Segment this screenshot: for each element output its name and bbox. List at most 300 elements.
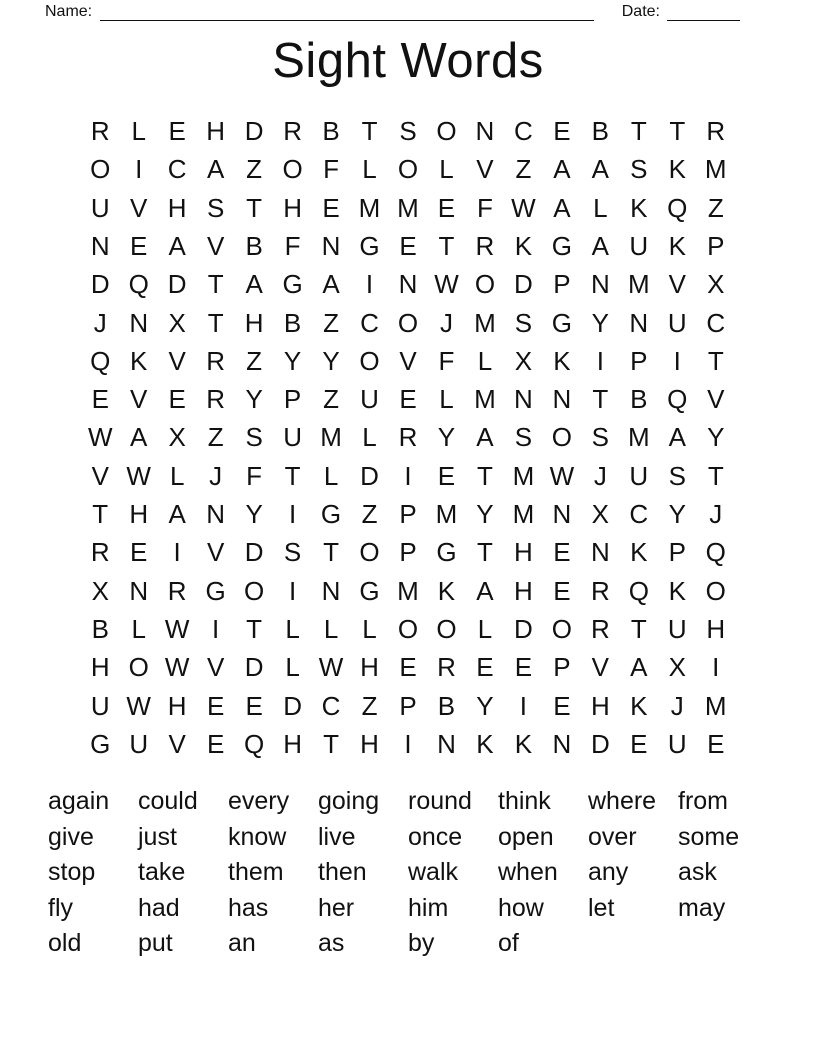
grid-letter-r4-c3: A	[168, 231, 186, 262]
grid-letter-r15-c3: W	[164, 652, 190, 683]
grid-letter-r15-c14: V	[591, 652, 610, 683]
grid-letter-r7-c11: L	[477, 345, 493, 376]
grid-letter-r8-c9: E	[399, 384, 417, 415]
grid-letter-r13-c5: O	[243, 575, 265, 606]
grid-letter-r13-c13: E	[553, 575, 571, 606]
grid-letter-r14-c2: L	[131, 613, 146, 644]
word-item-them: them	[228, 858, 284, 886]
word-item-round: round	[408, 787, 472, 815]
grid-letter-r9-c14: S	[591, 422, 610, 453]
word-item-live: live	[318, 822, 356, 851]
grid-letter-r14-c10: O	[436, 613, 457, 644]
grid-letter-r1-c8: T	[361, 116, 378, 147]
grid-letter-r2-c17: M	[704, 154, 727, 185]
grid-letter-r6-c4: T	[207, 307, 224, 338]
grid-letter-r5-c5: A	[245, 269, 263, 300]
grid-letter-r10-c9: I	[404, 460, 412, 491]
grid-letter-r14-c7: L	[323, 613, 339, 644]
grid-letter-r16-c3: H	[167, 690, 187, 721]
grid-letter-r5-c10: W	[434, 269, 459, 300]
grid-letter-r11-c3: A	[168, 499, 186, 530]
grid-letter-r6-c10: J	[439, 307, 453, 338]
word-item-stop: stop	[48, 858, 96, 886]
word-item-of: of	[498, 929, 519, 957]
grid-letter-r1-c7: B	[322, 116, 340, 147]
grid-letter-r15-c8: H	[360, 652, 379, 683]
grid-letter-r11-c14: X	[591, 499, 610, 530]
grid-letter-r10-c10: E	[437, 460, 456, 491]
grid-letter-r8-c14: T	[592, 384, 609, 415]
grid-letter-r1-c12: C	[514, 116, 533, 147]
grid-letter-r6-c15: N	[629, 307, 649, 338]
grid-letter-r8-c1: E	[91, 384, 109, 415]
word-item-could: could	[138, 787, 198, 815]
grid-letter-r8-c3: E	[168, 384, 186, 415]
grid-letter-r14-c9: O	[397, 613, 419, 644]
grid-letter-r11-c4: N	[206, 499, 226, 530]
grid-letter-r1-c4: H	[206, 116, 226, 147]
grid-letter-r9-c2: A	[130, 422, 148, 453]
grid-letter-r10-c11: T	[476, 460, 493, 491]
grid-letter-r7-c17: T	[707, 345, 724, 376]
grid-letter-r17-c7: T	[323, 728, 339, 759]
grid-letter-r17-c4: E	[206, 728, 225, 759]
grid-letter-r8-c7: Z	[323, 384, 339, 415]
grid-letter-r9-c6: U	[283, 422, 302, 453]
grid-letter-r8-c5: Y	[245, 384, 263, 415]
grid-letter-r16-c15: K	[630, 690, 648, 721]
grid-letter-r9-c16: A	[668, 422, 686, 453]
word-item-how: how	[498, 893, 544, 922]
grid-letter-r8-c16: Q	[667, 384, 688, 415]
grid-letter-r7-c9: V	[399, 345, 417, 376]
word-item-ask: ask	[678, 858, 717, 886]
grid-letter-r12-c4: V	[206, 537, 225, 568]
grid-letter-r13-c1: X	[91, 575, 109, 606]
grid-letter-r3-c16: Q	[667, 192, 688, 223]
word-item-old: old	[48, 929, 82, 957]
grid-letter-r14-c13: O	[551, 613, 572, 644]
word-item-had: had	[138, 893, 180, 922]
grid-letter-r13-c10: K	[437, 575, 456, 606]
grid-letter-r3-c12: W	[511, 192, 536, 223]
grid-letter-r17-c12: K	[514, 728, 533, 759]
grid-letter-r7-c12: X	[514, 345, 533, 376]
word-list	[48, 784, 772, 962]
grid-letter-r6-c16: U	[667, 307, 687, 338]
grid-letter-r14-c12: D	[514, 613, 533, 644]
grid-letter-r7-c3: V	[168, 345, 186, 376]
grid-letter-r11-c17: J	[709, 499, 723, 530]
name-fill-line	[100, 2, 594, 21]
grid-letter-r9-c1: W	[87, 422, 113, 453]
word-item-has: has	[228, 893, 269, 922]
grid-letter-r11-c1: T	[92, 499, 109, 530]
grid-letter-r12-c5: D	[244, 537, 264, 568]
grid-letter-r14-c6: L	[285, 613, 300, 644]
grid-letter-r12-c7: T	[323, 537, 339, 568]
grid-letter-r16-c10: B	[437, 690, 456, 721]
word-item-over: over	[588, 822, 637, 851]
grid-letter-r11-c8: Z	[361, 499, 378, 530]
grid-letter-r16-c14: H	[590, 690, 610, 721]
grid-letter-r6-c7: Z	[323, 307, 339, 338]
grid-letter-r4-c9: E	[399, 231, 417, 262]
grid-letter-r4-c7: N	[321, 231, 341, 262]
grid-letter-r8-c15: B	[630, 384, 648, 415]
word-item-going: going	[318, 787, 380, 815]
grid-letter-r2-c12: Z	[515, 154, 532, 185]
grid-letter-r3-c5: T	[246, 192, 263, 223]
grid-letter-r7-c2: K	[130, 345, 148, 376]
grid-letter-r13-c9: M	[397, 575, 419, 606]
grid-letter-r13-c6: I	[288, 575, 297, 606]
grid-letter-r8-c6: P	[283, 384, 302, 415]
grid-letter-r14-c16: U	[667, 613, 687, 644]
grid-letter-r16-c9: P	[399, 690, 417, 721]
grid-letter-r4-c1: N	[90, 231, 110, 262]
grid-letter-r15-c12: E	[514, 652, 533, 683]
grid-letter-r3-c10: E	[437, 192, 456, 223]
grid-letter-r7-c5: Z	[246, 345, 263, 376]
grid-letter-r2-c3: C	[167, 154, 187, 185]
grid-letter-r10-c16: S	[668, 460, 686, 491]
grid-letter-r6-c12: S	[514, 307, 533, 338]
grid-letter-r14-c17: H	[706, 613, 726, 644]
grid-letter-r2-c10: L	[439, 154, 454, 185]
grid-letter-r8-c12: N	[514, 384, 533, 415]
word-search-grid	[81, 112, 735, 763]
grid-letter-r4-c17: P	[707, 231, 725, 262]
grid-letter-r2-c2: I	[135, 154, 143, 185]
grid-letter-r14-c11: L	[477, 613, 493, 644]
grid-letter-r4-c2: E	[130, 231, 148, 262]
grid-letter-r3-c8: M	[358, 192, 381, 223]
grid-letter-r1-c11: N	[475, 116, 495, 147]
grid-letter-r10-c12: M	[512, 460, 535, 491]
grid-letter-r13-c4: G	[205, 575, 226, 606]
word-item-every: every	[228, 787, 290, 815]
grid-letter-r6-c3: X	[168, 307, 186, 338]
grid-letter-r7-c6: Y	[283, 345, 302, 376]
grid-letter-r7-c15: P	[630, 345, 648, 376]
grid-letter-r1-c9: S	[399, 116, 417, 147]
grid-letter-r2-c14: A	[591, 154, 610, 185]
grid-letter-r8-c10: L	[439, 384, 454, 415]
word-item-take: take	[138, 858, 186, 886]
word-item-may: may	[678, 893, 726, 922]
grid-letter-r15-c6: L	[285, 652, 300, 683]
grid-letter-r2-c11: V	[476, 154, 494, 185]
grid-letter-r4-c5: B	[245, 231, 263, 262]
grid-letter-r16-c8: Z	[361, 690, 378, 721]
grid-letter-r2-c4: A	[206, 154, 225, 185]
grid-letter-r10-c8: D	[360, 460, 379, 491]
grid-letter-r17-c15: E	[630, 728, 648, 759]
grid-letter-r9-c15: M	[627, 422, 650, 453]
word-item-fly: fly	[48, 893, 73, 922]
grid-letter-r15-c15: A	[630, 652, 648, 683]
grid-letter-r1-c13: E	[553, 116, 571, 147]
grid-letter-r2-c1: O	[90, 154, 111, 185]
grid-letter-r16-c4: E	[206, 690, 225, 721]
grid-letter-r17-c11: K	[476, 728, 494, 759]
grid-letter-r2-c16: K	[668, 154, 686, 185]
word-item-from: from	[678, 787, 728, 815]
grid-letter-r4-c16: K	[668, 231, 686, 262]
grid-letter-r12-c9: P	[399, 537, 417, 568]
grid-letter-r1-c15: T	[630, 116, 647, 147]
word-item-open: open	[498, 822, 554, 851]
grid-letter-r9-c5: S	[245, 422, 263, 453]
grid-letter-r12-c15: K	[630, 537, 648, 568]
grid-letter-r5-c13: P	[553, 269, 571, 300]
grid-letter-r2-c7: F	[323, 154, 339, 185]
date-fill-line	[667, 2, 740, 21]
grid-letter-r7-c16: I	[673, 345, 681, 376]
grid-letter-r1-c3: E	[168, 116, 186, 147]
grid-letter-r13-c12: H	[514, 575, 533, 606]
grid-letter-r17-c5: Q	[243, 728, 265, 759]
grid-letter-r10-c4: J	[209, 460, 223, 491]
grid-letter-r4-c6: F	[284, 231, 301, 262]
word-item-then: then	[318, 858, 367, 886]
grid-letter-r16-c2: W	[126, 690, 151, 721]
grid-letter-r10-c15: U	[629, 460, 649, 491]
grid-letter-r8-c17: V	[707, 384, 725, 415]
grid-letter-r3-c14: L	[593, 192, 608, 223]
grid-letter-r5-c11: O	[474, 269, 496, 300]
grid-letter-r5-c4: T	[207, 269, 224, 300]
grid-letter-r2-c8: L	[362, 154, 377, 185]
grid-letter-r14-c5: T	[246, 613, 263, 644]
grid-letter-r7-c1: Q	[90, 345, 111, 376]
grid-letter-r5-c16: V	[668, 269, 686, 300]
grid-letter-r6-c17: C	[706, 307, 726, 338]
grid-letter-r9-c9: R	[398, 422, 418, 453]
word-item-where: where	[588, 787, 657, 815]
grid-letter-r10-c6: T	[284, 460, 301, 491]
grid-letter-r4-c4: V	[206, 231, 225, 262]
grid-letter-r11-c6: I	[288, 499, 297, 530]
grid-letter-r11-c16: Y	[668, 499, 686, 530]
grid-letter-r16-c16: J	[670, 690, 684, 721]
grid-letter-r17-c17: E	[707, 728, 725, 759]
grid-letter-r4-c15: U	[629, 231, 649, 262]
grid-letter-r2-c6: O	[282, 154, 303, 185]
grid-letter-r1-c14: B	[591, 116, 610, 147]
grid-letter-r8-c4: R	[206, 384, 226, 415]
grid-letter-r10-c13: W	[549, 460, 575, 491]
grid-letter-r12-c14: N	[590, 537, 610, 568]
grid-letter-r13-c7: N	[321, 575, 341, 606]
word-item-let: let	[588, 893, 615, 922]
grid-letter-r7-c10: F	[438, 345, 455, 376]
grid-letter-r13-c16: K	[668, 575, 686, 606]
word-item-know: know	[228, 822, 287, 851]
grid-letter-r4-c8: G	[359, 231, 380, 262]
word-item-just: just	[138, 822, 177, 851]
grid-letter-r12-c6: S	[283, 537, 302, 568]
grid-letter-r3-c17: Z	[707, 192, 724, 223]
grid-letter-r13-c3: R	[167, 575, 187, 606]
grid-letter-r17-c6: H	[283, 728, 302, 759]
grid-letter-r9-c8: L	[362, 422, 377, 453]
grid-letter-r1-c6: R	[283, 116, 302, 147]
grid-letter-r14-c1: B	[91, 613, 109, 644]
grid-letter-r10-c17: T	[707, 460, 724, 491]
grid-letter-r3-c11: F	[476, 192, 493, 223]
grid-letter-r10-c14: J	[593, 460, 607, 491]
grid-letter-r1-c17: R	[706, 116, 726, 147]
grid-letter-r10-c2: W	[126, 460, 151, 491]
grid-letter-r5-c9: N	[398, 269, 418, 300]
grid-letter-r11-c10: M	[435, 499, 458, 530]
grid-letter-r1-c5: D	[244, 116, 264, 147]
grid-letter-r14-c14: R	[590, 613, 610, 644]
grid-letter-r3-c3: H	[167, 192, 187, 223]
grid-letter-r15-c13: P	[553, 652, 571, 683]
grid-letter-r13-c2: N	[129, 575, 149, 606]
word-item-put: put	[138, 929, 173, 957]
grid-letter-r3-c13: A	[553, 192, 571, 223]
grid-letter-r11-c7: G	[320, 499, 342, 530]
grid-letter-r15-c7: W	[318, 652, 344, 683]
page-title: Sight Words	[272, 34, 544, 88]
grid-letter-r12-c2: E	[130, 537, 148, 568]
word-item-some: some	[678, 822, 740, 851]
grid-letter-r8-c13: N	[552, 384, 572, 415]
grid-letter-r15-c17: I	[712, 652, 720, 683]
grid-letter-r5-c1: D	[90, 269, 110, 300]
grid-letter-r2-c15: S	[630, 154, 648, 185]
word-item-him: him	[408, 893, 449, 922]
grid-letter-r8-c2: V	[130, 384, 148, 415]
grid-letter-r14-c4: I	[212, 613, 220, 644]
grid-letter-r17-c8: H	[360, 728, 379, 759]
grid-letter-r9-c4: Z	[207, 422, 224, 453]
grid-letter-r11-c13: N	[552, 499, 572, 530]
word-item-her: her	[318, 893, 355, 922]
grid-letter-r1-c2: L	[131, 116, 146, 147]
grid-letter-r9-c3: X	[168, 422, 186, 453]
grid-letter-r6-c14: Y	[591, 307, 610, 338]
grid-letter-r4-c13: G	[551, 231, 572, 262]
grid-letter-r9-c11: A	[476, 422, 494, 453]
grid-letter-r2-c5: Z	[246, 154, 263, 185]
grid-letter-r17-c1: G	[90, 728, 111, 759]
grid-letter-r6-c11: M	[474, 307, 496, 338]
grid-letter-r15-c16: X	[668, 652, 686, 683]
grid-letter-r9-c13: O	[551, 422, 572, 453]
grid-letter-r6-c2: N	[129, 307, 149, 338]
grid-letter-r17-c3: V	[168, 728, 186, 759]
word-item-again: again	[48, 787, 110, 815]
grid-letter-r4-c12: K	[514, 231, 533, 262]
word-item-any: any	[588, 858, 629, 886]
word-item-by: by	[408, 929, 435, 957]
grid-letter-r3-c2: V	[130, 192, 148, 223]
word-item-when: when	[498, 858, 558, 886]
grid-letter-r12-c10: G	[436, 537, 457, 568]
grid-letter-r12-c16: P	[668, 537, 686, 568]
grid-letter-r4-c10: T	[438, 231, 455, 262]
grid-letter-r15-c1: H	[90, 652, 110, 683]
grid-letter-r12-c8: O	[359, 537, 380, 568]
grid-letter-r5-c8: I	[365, 269, 374, 300]
grid-letter-r6-c13: G	[551, 307, 572, 338]
grid-letter-r15-c4: V	[206, 652, 225, 683]
grid-letter-r7-c4: R	[206, 345, 226, 376]
grid-letter-r12-c12: H	[514, 537, 533, 568]
grid-letter-r15-c5: D	[244, 652, 264, 683]
grid-letter-r16-c17: M	[704, 690, 727, 721]
grid-letter-r15-c10: R	[437, 652, 456, 683]
header	[45, 2, 740, 21]
grid-letter-r9-c7: M	[320, 422, 342, 453]
grid-letter-r13-c11: A	[476, 575, 494, 606]
grid-letter-r10-c1: V	[91, 460, 109, 491]
grid-letter-r9-c17: Y	[707, 422, 725, 453]
grid-letter-r16-c6: D	[283, 690, 302, 721]
grid-letter-r13-c17: O	[705, 575, 726, 606]
grid-letter-r6-c9: O	[397, 307, 419, 338]
grid-letter-r16-c1: U	[90, 690, 110, 721]
word-item-think: think	[498, 787, 551, 815]
grid-letter-r17-c14: D	[590, 728, 610, 759]
grid-letter-r10-c5: F	[246, 460, 263, 491]
grid-letter-r8-c8: U	[360, 384, 379, 415]
grid-letter-r1-c1: R	[90, 116, 110, 147]
word-item-walk: walk	[408, 858, 459, 886]
grid-letter-r6-c5: H	[244, 307, 264, 338]
grid-letter-r1-c16: T	[669, 116, 686, 147]
grid-letter-r5-c14: N	[590, 269, 610, 300]
grid-letter-r7-c14: I	[596, 345, 604, 376]
name-label: Name:	[45, 3, 93, 20]
grid-letter-r11-c11: Y	[476, 499, 494, 530]
grid-letter-r5-c15: M	[627, 269, 650, 300]
grid-letter-r8-c11: M	[474, 384, 496, 415]
grid-letter-r5-c3: D	[167, 269, 187, 300]
grid-letter-r12-c13: E	[553, 537, 571, 568]
grid-letter-r7-c13: K	[553, 345, 571, 376]
grid-letter-r12-c11: T	[476, 537, 493, 568]
grid-letter-r6-c6: B	[283, 307, 302, 338]
grid-letter-r7-c8: O	[359, 345, 380, 376]
grid-letter-r12-c3: I	[173, 537, 181, 568]
grid-letter-r17-c13: N	[552, 728, 572, 759]
grid-letter-r16-c12: I	[519, 690, 528, 721]
grid-letter-r10-c7: L	[323, 460, 339, 491]
grid-letter-r5-c17: X	[707, 269, 725, 300]
grid-letter-r4-c14: A	[591, 231, 610, 262]
grid-letter-r17-c2: U	[129, 728, 149, 759]
grid-letter-r11-c2: H	[129, 499, 149, 530]
grid-letter-r17-c9: I	[404, 728, 412, 759]
word-item-as: as	[318, 929, 345, 957]
grid-letter-r2-c9: O	[397, 154, 419, 185]
grid-letter-r13-c14: R	[590, 575, 610, 606]
grid-letter-r16-c7: C	[321, 690, 341, 721]
grid-letter-r3-c15: K	[630, 192, 648, 223]
grid-letter-r12-c1: R	[90, 537, 110, 568]
grid-letter-r13-c15: Q	[628, 575, 649, 606]
grid-letter-r1-c10: O	[436, 116, 457, 147]
grid-letter-r15-c9: E	[399, 652, 417, 683]
grid-letter-r5-c7: A	[322, 269, 340, 300]
grid-letter-r17-c16: U	[667, 728, 687, 759]
